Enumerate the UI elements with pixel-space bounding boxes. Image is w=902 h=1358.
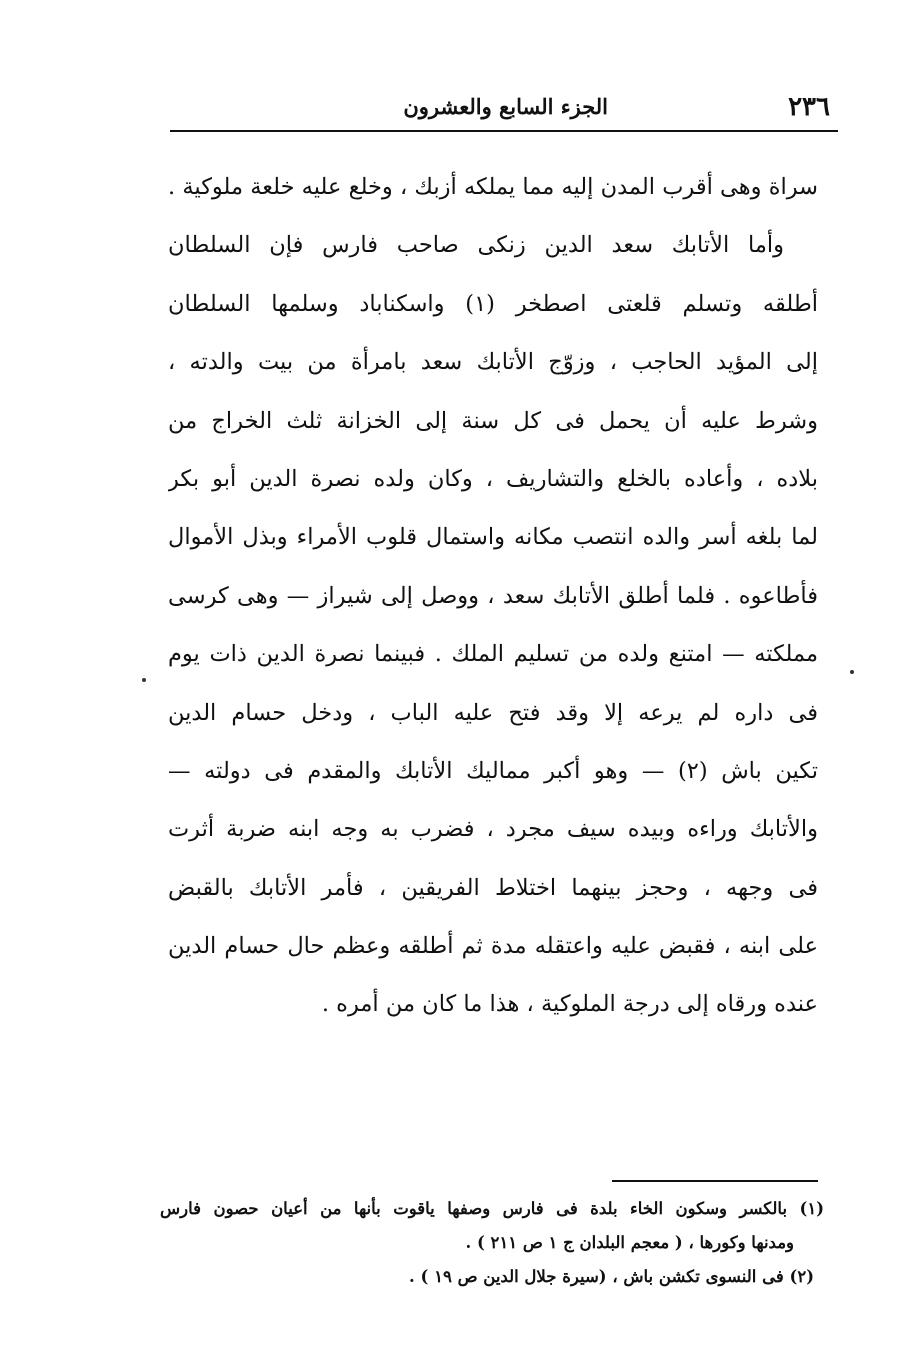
text-line: والأتابك وراءه وبيده سيف مجرد ، فضرب به وجه ابنه ضربة أثرت [168, 816, 818, 843]
text-line: فى داره لم يرعه إلا وقد فتح عليه الباب ، ودخل حسام الدين [168, 699, 818, 726]
text-line: سراة وهى أقرب المدن إليه مما يملكه أزبك ، وخلع عليه خلعة ملوكية . [168, 174, 818, 200]
footnote-line: ومدنها وكورها ، ( معجم البلدان ج ١ ص ٢١١ ) . [465, 1233, 794, 1252]
text-line: عنده ورقاه إلى درجة الملوكية ، هذا ما كان من أمره . [321, 991, 818, 1018]
text-line: وشرط عليه أن يحمل فى كل سنة إلى الخزانة ثلث الخراج من [168, 407, 818, 434]
footnote-line: (٢) فى النسوى تكشن باش ، (سيرة جلال الدين ص ١٩ ) . [409, 1267, 814, 1286]
stray-mark [142, 678, 146, 682]
header-rule [170, 130, 838, 132]
text-line: فأطاعوه . فلما أطلق الأتابك سعد ، ووصل إلى شيراز — وهى كرسى [168, 582, 818, 609]
footnote-rule [612, 1180, 818, 1182]
stray-mark [850, 670, 854, 674]
text-line: بلاده ، وأعاده بالخلع والتشاريف ، وكان ولده نصرة الدين أبو بكر [168, 465, 818, 492]
running-title: الجزء السابع والعشرون [403, 94, 608, 119]
body-text [168, 158, 818, 1034]
text-line: إلى المؤيد الحاجب ، وزوّج الأتابك سعد بامرأة من بيت والدته ، [168, 349, 818, 376]
page-header [170, 88, 838, 128]
text-line: أطلقه وتسلم قلعتى اصطخر (١) واسكناباد وسلمها السلطان [168, 290, 818, 317]
footnotes [160, 1192, 824, 1294]
text-line: وأما الأتابك سعد الدين زنكى صاحب فارس فإن السلطان [168, 232, 784, 259]
text-line: على ابنه ، فقبض عليه واعتقله مدة ثم أطلقه وعظم حال حسام الدين [168, 933, 818, 960]
footnote-line: (١) بالكسر وسكون الخاء بلدة فى فارس وصفها ياقوت بأنها من أعيان حصون فارس [160, 1199, 824, 1218]
text-line: مملكته — امتنع ولده من تسليم الملك . فبينما نصرة الدين ذات يوم [168, 641, 818, 668]
page-number: ٢٣٦ [788, 92, 830, 122]
text-line: فى وجهه ، وحجز بينهما اختلاط الفريقين ، فأمر الأتابك بالقبض [168, 874, 818, 901]
text-line: تكين باش (٢) — وهو أكبر مماليك الأتابك والمقدم فى دولته — [168, 757, 818, 784]
text-line: لما بلغه أسر والده انتصب مكانه واستمال قلوب الأمراء وبذل الأموال [168, 524, 818, 551]
